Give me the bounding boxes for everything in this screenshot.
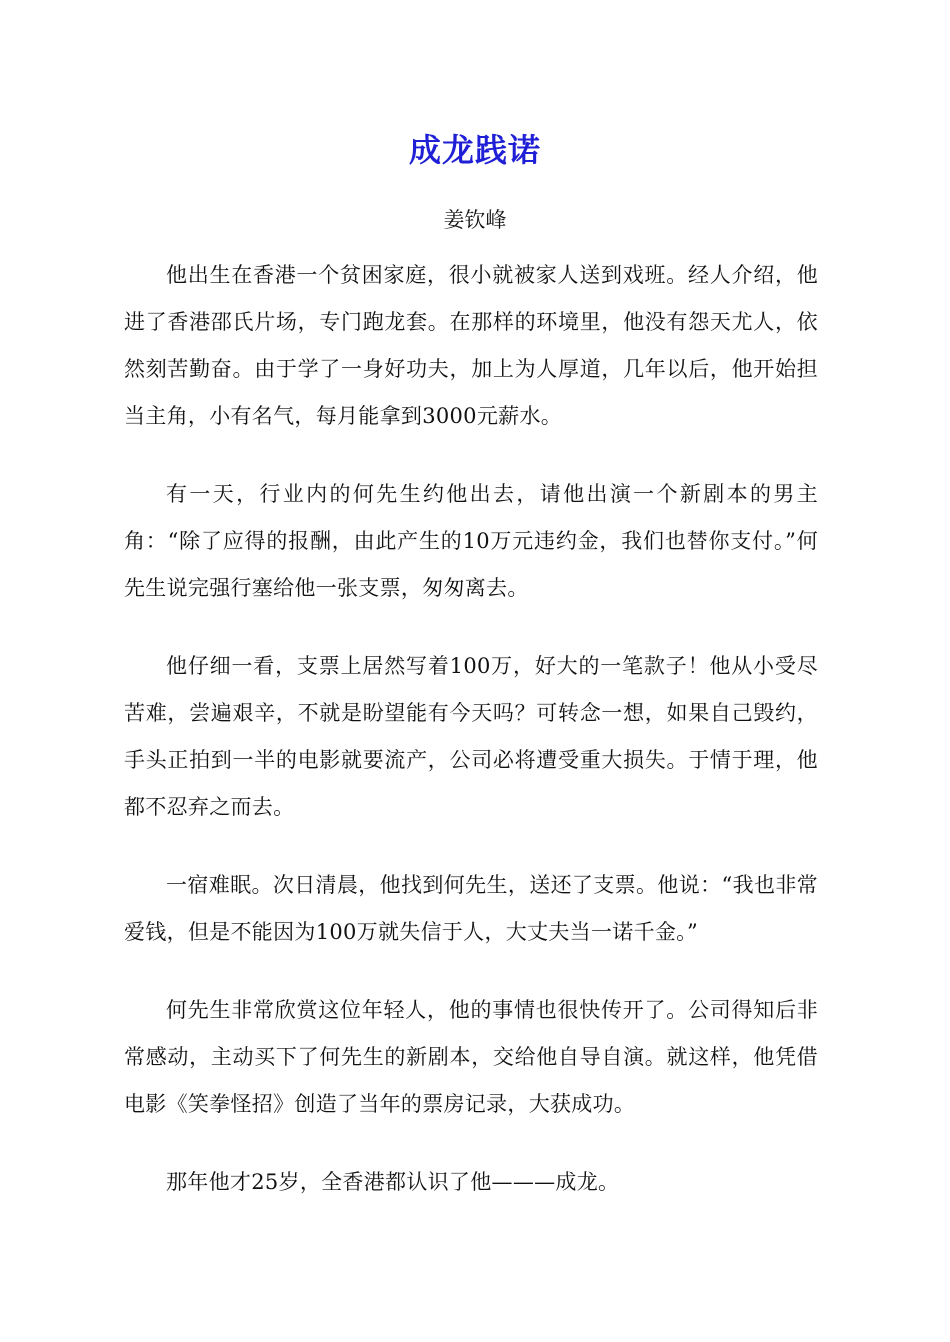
paragraph-3: 他仔细一看，支票上居然写着100万，好大的一笔款子！他从小受尽苦难，尝遍艰辛，不就是盼望能有今天吗？可转念一想，如果自己毁约，手头正拍到一半的电影就要流产，公司必将遭受重大损失。于情于理，他都不忍弃之而去。 <box>124 654 818 819</box>
paragraph-4: 一宿难眠。次日清晨，他找到何先生，送还了支票。他说：“我也非常爱钱，但是不能因为100万就失信于人，大丈夫当一诺千金。” <box>124 873 818 944</box>
document-author: 姜钦峰 <box>443 208 507 232</box>
paragraph-5: 何先生非常欣赏这位年轻人，他的事情也很快传开了。公司得知后非常感动，主动买下了何先生的新剧本，交给他自导自演。就这样，他凭借电影《笑拳怪招》创造了当年的票房记录，大获成功。 <box>124 998 818 1116</box>
paragraph-6: 那年他才25岁，全香港都认识了他———成龙。 <box>166 1170 620 1194</box>
paragraph-2: 有一天，行业内的何先生约他出去，请他出演一个新剧本的男主角：“除了应得的报酬，由此产生的10万元违约金，我们也替你支付。”何先生说完强行塞给他一张支票，匆匆离去。 <box>124 482 818 600</box>
document-body <box>124 252 818 1237</box>
paragraph-1: 他出生在香港一个贫困家庭，很小就被家人送到戏班。经人介绍，他进了香港邵氏片场，专门跑龙套。在那样的环境里，他没有怨天尤人，依然刻苦勤奋。由于学了一身好功夫，加上为人厚道，几年以后，他开始担当主角，小有名气，每月能拿到3000元薪水。 <box>124 263 818 428</box>
document-title: 成龙践诺 <box>408 131 541 169</box>
